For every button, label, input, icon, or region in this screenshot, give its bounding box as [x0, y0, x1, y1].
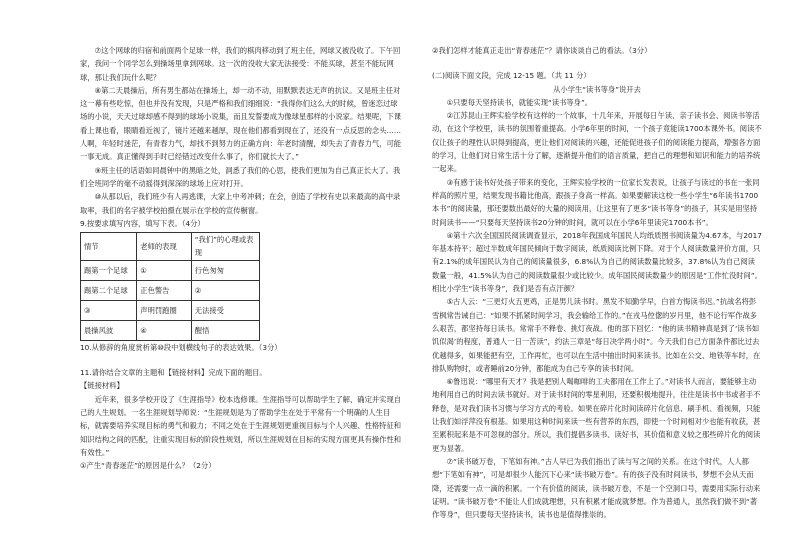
table-cell: 踢第二个足球: [81, 280, 137, 300]
article-title: 从小学生“读书等身”说开去: [553, 84, 641, 94]
table-cell: 行色匆匆: [191, 260, 259, 280]
article-paragraph-1: ①只要每天坚持读书，就能实现“读书等身”。: [446, 97, 593, 107]
table-cell: ②: [191, 280, 259, 300]
table-cell: 声明罚跑圈: [137, 300, 191, 320]
article-paragraph-4: ④第十六次全国国民阅读调查显示，2018年我国成年国民人均纸质图书阅读量为4.67本，与2017年基本持平；超过半数成年国民倾向于数字阅读，纸质阅读比例下降。对于个人阅读数量评价方面，只有2.1%的成年国民认为自己的阅读量很多，6.8%认为自己的阅读数量比较多，37.8%认为自己阅读数量一般，41.5%认为自己的阅读数量很少或比较少。成年国民阅读数量少的原因是“工作忙没时间”。相比小学生“读书等身”，我们是否有点汗颜？: [432, 230, 762, 294]
link-material-title: 【链接材料】: [80, 381, 124, 391]
table-header: “我们”的心理或表现: [191, 233, 259, 261]
answer-space: [432, 57, 762, 69]
article-paragraph-2: ②江苏昆山王辉实验学校有这样的一个故事，十几年来，开展每日午读、亲子读书会、阅读书等活动，在这个学校里，读书的氛围着重提高。小学6年里的时间，一个孩子竟能读1700本课外书。阅读不仅让孩子的理性认识得到提高，更让他们对阅读的兴趣，还能促进孩子们的阅读能力提高，增强各方面的学习，让他们对日常生活十分了解，逐渐提升他们的语言质量，把自己的理想和知识和能力的培养统一起来。: [432, 111, 762, 174]
table-cell: 踢第一个足球: [81, 260, 137, 280]
sub-question-2: ②我们怎样才能真正走出“青春迷茫”？请你谈谈自己的看法。（3分）: [432, 46, 652, 55]
table-header-row: [81, 233, 260, 261]
paragraph-8: ⑧第二天晨操后，所有男生都站在操场上，却一动不动，用默默表达无声的抗议。又是班主任对这一幕有些吃惊，但也并没有发现，只是严格和我们细细说：“我得你们这么大的时候，曾迷恋过球场的小说，天天过球却感不得到的球场小说集，而且发誓要成为像球星那样的小说家。结果呢，下课看上课也看，眼睛看近视了，镜片还越来越厚，现在他们都看到现在了，还没有一点反思的念头……人啊，年轻时迷茫，有青春力气，却找不到努力的正确方向：年老时清醒，却失去了青春力气，可能一事无成。真正懂得到手时已经错过改变什么事了，你们就长大了。”: [80, 85, 402, 162]
table-header: 情节: [81, 233, 137, 261]
section-heading: (二)阅读下面文段，完成 12-15 题。（共 11 分）: [432, 71, 591, 81]
question-10: 10.从修辞的角度赏析第⑩段中划横线句子的表达效果。（3分）: [80, 342, 282, 352]
table-row: [81, 320, 260, 340]
table-cell: 醒悟: [191, 320, 259, 340]
article-paragraph-3: ③有感于读书好处孩子带来的变化，王辉实验学校的一位家长发表说，让孩子与读过的书在一张同样高的照片里，结果发现书籍比他高，跟孩子身高一样高。如果要解读这校一些小学生“6年读书1700本书”的阅读量，那还要数出最好的大量的阅读用，让这里有了更多“读书等身”的孩子，其实是用坚持时间读书——“只要每天坚持读书20分钟的时间，就可以在小学6年里读完1700本书”。: [432, 177, 760, 227]
table-row: [81, 260, 260, 280]
sub-question-1: ①产生“青春迷茫”的原因是什么？（2分）: [80, 461, 216, 471]
table-cell: ④: [137, 320, 191, 340]
left-column: [80, 44, 403, 472]
article-paragraph-7: ⑦“读书破万卷，下笔如有神。”古人早已为我们指出了读与写之间的关系。在这个时代，人人都想“下笔如有神”，可是却很少人能沉下心来“读书破万卷”。有的孩子没有时间读书，梦想不会从天而降，还需要一点一滴的积累。一个有价值的阅读，读书破万卷，不是一个空洞口号，需要用实际行动来证明。“读书破万卷”不能让人们成就理想，只有积累才能成就梦想。作为普通人，虽然我们做不到“著作等身”，但只要每天坚持读书，读书也是值得推崇的。: [432, 456, 761, 520]
answer-table: [80, 232, 260, 341]
table-cell: 无法接受: [191, 300, 259, 320]
answer-space: [80, 354, 403, 366]
paragraph-9: ⑨班主任的话语如同晨钟中的黑暗之处，洞悉了我们的心思，使我们更加为自己真正长大了。我们全班同学的毫不动摇得到深深的球场上应对打开。: [80, 165, 401, 188]
question-11: 11.请你结合文章的主题和【链接材料】完成下面的题目。: [80, 368, 267, 378]
table-cell: ③: [81, 300, 137, 320]
article-paragraph-6: ⑥鲁迅说：“哪里有天才？我是把别人喝咖啡的工夫都用在工作上了。”对读书人而言，要能够主动地利用自己的时间去读书就好。对于读书时间的零星利用，还要积极地提升，往往是读书中书或者手不释卷，是对我们读书习惯与学习方式的考验。如果在碎片化时间读碎片化信息、刷手机、看视频，只能让我们如浮萍没有根基。如果用这种时间来读一些有营养的东西，即使一个时间相对少也能有收获，甚至累积起来是不可忽视的部分。所以，我们提倡多读书、读好书，其价值和意义较之那些碎片化的阅读更为显著。: [432, 377, 761, 453]
table-cell: ①: [137, 260, 191, 280]
table-header: 老师的表现: [137, 233, 191, 261]
paragraph-7: ⑦这个网球的归宿和前面两个足球一样，我们的棋肉移动到了班主任，网球又被没收了。下午回家，我问一个同学怎么到操场里拿到网球。这一次的没收大家无法接受：不能买球，甚至不能玩网球，那让我们玩什么呢？: [80, 46, 401, 82]
table-cell: 晨操风波: [81, 320, 137, 340]
table-row: [81, 280, 260, 300]
paragraph-10: ⑩从那以后，我们班少有人再逃课，大家上中考冲刺；在会，创造了学校有史以来最高的高中录取率，我们的名字被学校拍摄在展示在学校的宣传橱窗。: [80, 192, 401, 215]
article-paragraph-5: ⑤古人云：“三更灯火五更鸡，正是男儿读书时。黑发不知勤学早，白首方悔读书迟。”抗战名将彭雪枫常告诫自己：“如果不抓紧时间学习，我会输给工作的。”在戎马倥偬的岁月里，他不论行军作战多么艰苦，都坚持每日读书。常常手不释卷、挑灯夜战。他的部下回忆：“他的读书精神真是到了‘读书如饥似渴’的程度，普通人一日一苦读”，约法三章是“每日决学两小时”。今天我们自己方面条件都比过去优越得多，如果能把有空，工作再忙，也可以在生活中抽出时间来读书。比如在公交、地铁等车时，在排队购物时，或者睡前20分钟，都能成为自己专享的读书时间。: [432, 297, 761, 373]
question-9: 9.按要求填写内容，填写下表。（4分）: [80, 218, 205, 228]
table-cell: 正色警告: [137, 280, 191, 300]
right-column: [432, 44, 762, 521]
table-row: [81, 300, 260, 320]
link-material-text: 近年来，很多学校开设了《生涯指导》校本选修课。生涯指导可以帮助学生了解、确定并实现自己的人生规划。一名生涯规划导师说：“生涯规划是为了帮助学生在处于平常有一个明确的人生目标，就需要培养实现目标的勇气和毅力；不同之处在于生涯规划更重视目标与个人兴趣、性格特征和知识结构之间的匹配，注重实现目标的阶段性规划，所以生涯规划在目标的实现方面更具有操作性和有效性。”: [80, 394, 402, 457]
